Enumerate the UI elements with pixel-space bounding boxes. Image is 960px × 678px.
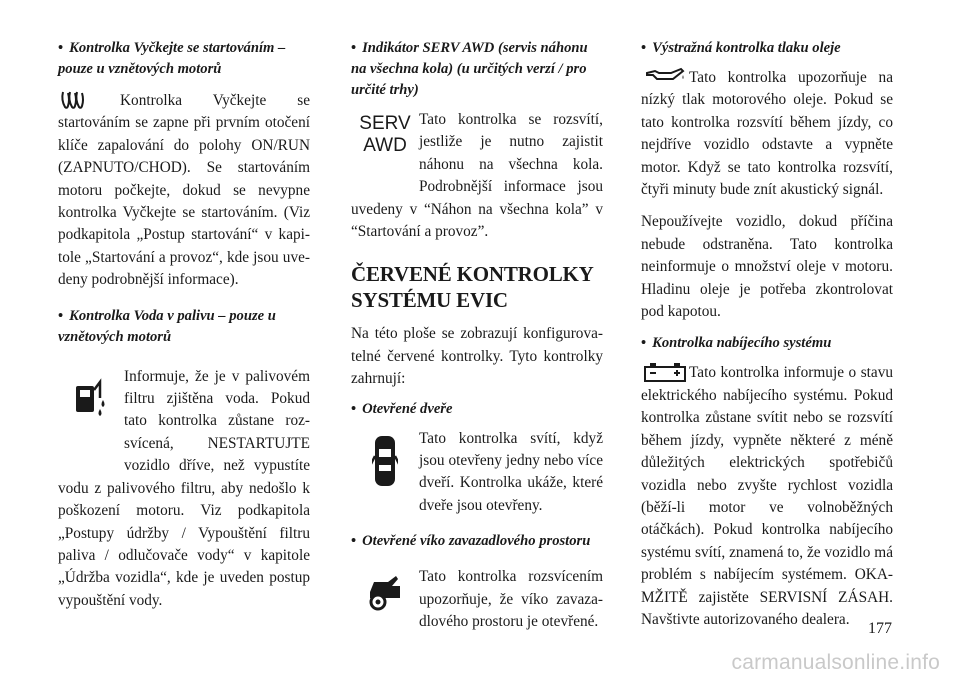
watermark: carmanualsonline.info [731, 651, 940, 674]
entry-door-ajar [351, 428, 603, 518]
serv-label: SERV [359, 113, 411, 134]
serv-awd-icon [351, 109, 419, 197]
bullet-heading-door-ajar: • Otevřené dveře [351, 399, 603, 420]
charging-system-text: Tato kontrolka informuje o stavu elektrického nabíjecího systému. Pokud kontrolka zůstane svítit nebo se rozsvítí během jízdy, vypněte některé z méně důležitých elektrických spotřebičů vozidla nebo zvyšte rychlost vozidla (běží-li motor ve volnoběžných otáčkách). Pokud kontrolka nabíjecího systému svítí, znamená to, že vozidlo má problém s nabíjecím systémem. OKAMŽITĚ zajistěte SERVISNÍ ZÁSAH. Navštivte autorizovaného dealera. [641, 364, 893, 628]
entry-charging-system [641, 362, 893, 631]
column-middle [351, 38, 603, 634]
serv-awd-text: Tato kontrolka se rozsvítí, jestliže je nutno zajistit náhonu na všechna kola. Podrobnější informace jsou uvedeny v “Náhon na všechna kola” v “Startování a provoz”. [351, 111, 603, 241]
bullet-heading-trunk-ajar: • Otevřené víko zavazadlového prostoru [351, 531, 603, 552]
door-ajar-icon [351, 428, 419, 516]
section-heading: ČERVENÉ KONTROLKY SYSTÉMU EVIC [351, 262, 593, 313]
oil-pressure-text: Tato kontrolka upozorňuje na nízký tlak motorového oleje. Pokud se tato kontrolka rozsvítí během jízdy, co nejdříve vozidlo odstavte a vypněte motor. Když se tato kontrolka rozsvítí, čtyři minuty bude znít akustický signál. [641, 69, 893, 199]
bullet-heading-charging-system: • Kontrolka nabíjecího systému [641, 333, 893, 354]
bullet-heading-wait-to-start: • Kontrolka Vyčkejte se startováním – pouze u vznětových motorů [58, 38, 310, 80]
section-intro: Na této ploše se zobrazují konfigurovatelné červené kontrolky. Tyto kontrolky zahrnují: [351, 325, 603, 388]
entry-trunk-ajar [351, 566, 603, 633]
page-number: 177 [868, 620, 892, 637]
water-in-fuel-icon [58, 366, 122, 456]
trunk-ajar-text: Tato kontrolka rozsvícením upozorňuje, že víko zavazadlového prostoru je otevřené. [419, 568, 603, 631]
awd-label: AWD [363, 135, 407, 156]
entry-oil-pressure [641, 67, 893, 201]
oil-can-icon [641, 67, 689, 89]
column-left [58, 38, 310, 612]
entry-water-in-fuel [58, 366, 310, 612]
trunk-ajar-icon [351, 566, 419, 630]
bullet-heading-water-in-fuel: • Kontrolka Voda v palivu – pouze u vznětových motorů [58, 306, 310, 348]
entry-serv-awd [351, 109, 603, 243]
oil-pressure-paragraph: Nepoužívejte vozidlo, dokud příčina nebude odstraněna. Tato kontrolka neinformuje o množství oleje v motoru. Hladinu oleje je potřeba zkontrolovat pod kapotou. [641, 213, 893, 321]
wait-to-start-text: Kontrolka Vyčkejte se startováním se zapne při prvním otočení klíče zapalování do polohy ON/RUN (ZAPNUTO/CHOD). Se startováním motoru počkejte, dokud se nevypne kontrolka Vyčkejte se startováním. (Viz podkapitola „Postup startování“ v kapitole „Startování a provoz“, kde jsou uvedeny podrobnější informace). [58, 92, 310, 289]
door-ajar-text: Tato kontrolka svítí, když jsou otevřeny jedny nebo více dveří. Kontrolka ukáže, které dveře jsou otevřeny. [419, 429, 603, 514]
battery-icon [641, 362, 689, 384]
entry-wait-to-start [58, 90, 310, 292]
column-right [641, 38, 893, 631]
bullet-heading-serv-awd: • Indikátor SERV AWD (servis náhonu na všechna kola) (u určitých verzí / pro určité trhy) [351, 38, 603, 101]
water-in-fuel-text: Informuje, že je v palivovém filtru zjištěna voda. Pokud tato kontrolka zůstane rozsvícená, NESTARTUJTE vozidlo dříve, než vypustíte vodu z palivového filtru, aby nedošlo k poškození motoru. Viz podkapitola „Postupy údržby / Vypouštění filtru paliva / odlučovače vody“ v kapitole „Údržba vozidla“, kde je uveden postup vypouštění vody. [58, 367, 310, 609]
glow-plug-icon [58, 90, 88, 112]
bullet-heading-oil-pressure: • Výstražná kontrolka tlaku oleje [641, 38, 893, 59]
